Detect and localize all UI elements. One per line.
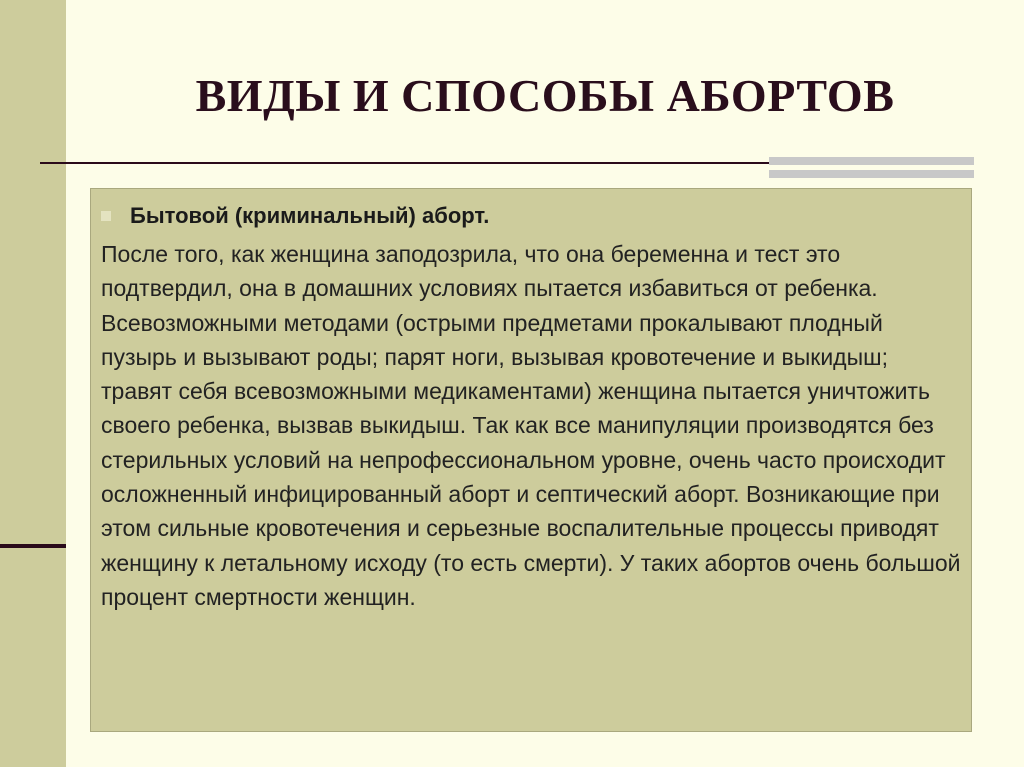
slide-title: ВИДЫ И СПОСОБЫ АБОРТОВ	[195, 70, 895, 121]
decorative-gray-bar-top	[769, 157, 974, 165]
decorative-gray-bar-bottom	[769, 170, 974, 178]
body-paragraph: После того, как женщина заподозрила, что она беременна и тест это подтвердил, она в домашних условиях пытается избавиться от ребенка. Всевозможными методами (острыми предметами прокалывают плодный пузырь и вызывают роды; парят ноги, вызывая кровотечение и выкидыш; травят себя всевозможными медикаментами) женщина пытается уничтожить своего ребенка, вызвав выкидыш. Так как все манипуляции производятся без стерильных условий на непрофессиональном уровне, очень часто происходит осложненный инфицированный аборт и септический аборт. Возникающие при этом сильные кровотечения и серьезные воспалительные процессы приводят женщину к летальному исходу (то есть смерти). У таких абортов очень большой процент смертности женщин.	[101, 241, 961, 610]
left-band-divider	[0, 544, 66, 548]
bullet-heading: Бытовой (криминальный) аборт.	[130, 203, 490, 228]
bullet-item	[101, 203, 489, 229]
left-accent-band	[0, 0, 66, 767]
content-box	[90, 188, 972, 732]
square-bullet-icon	[101, 211, 111, 221]
